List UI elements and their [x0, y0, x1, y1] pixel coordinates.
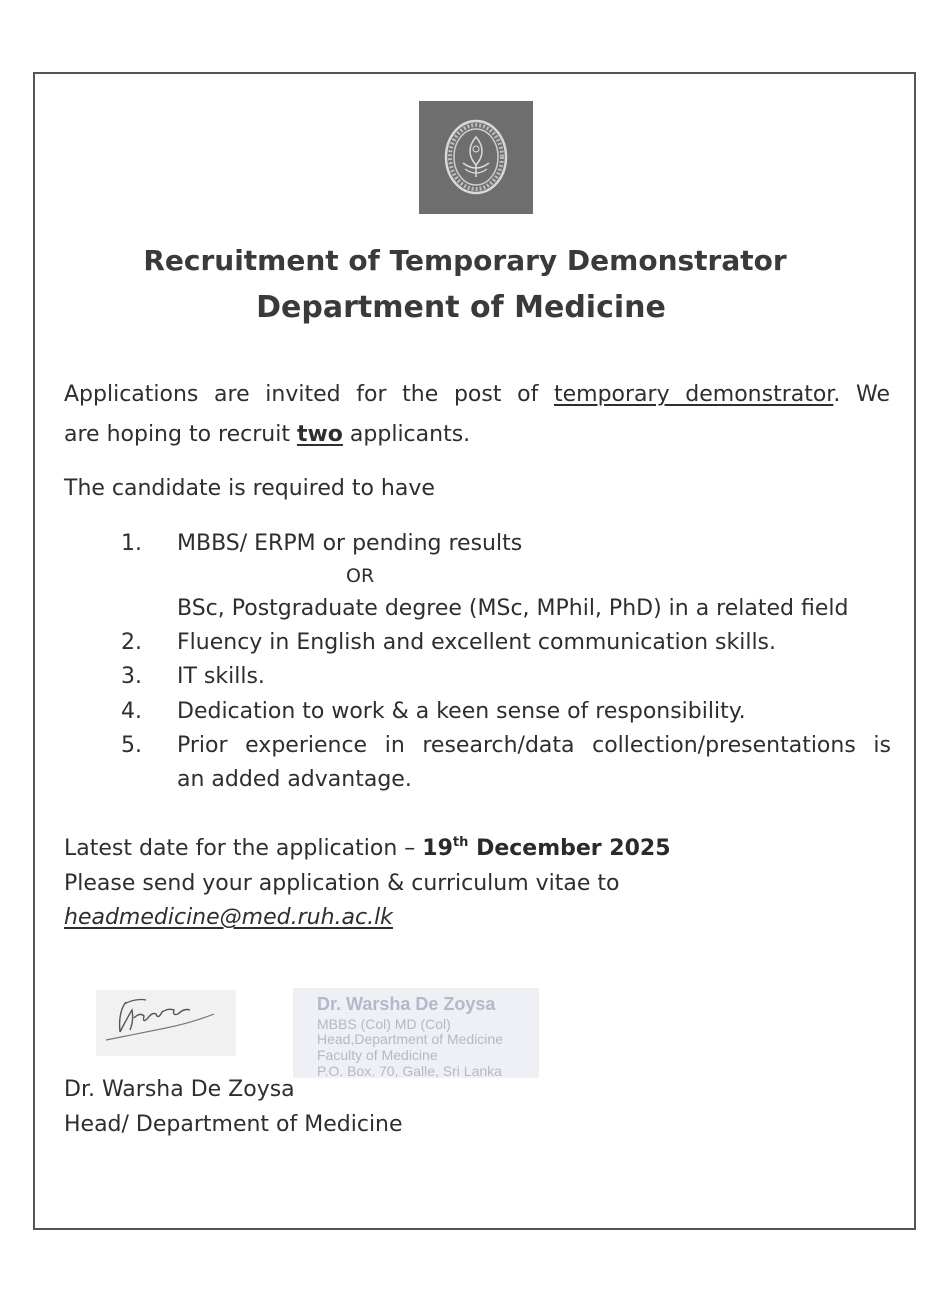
intro-text-end: . We	[833, 382, 890, 407]
list-number: 1.	[121, 531, 142, 556]
or-separator: OR	[346, 565, 375, 587]
requirement-text: IT skills.	[177, 664, 265, 689]
stamp-position: Head,Department of Medicine	[317, 1031, 503, 1047]
stamp-qualifications: MBBS (Col) MD (Col)	[317, 1016, 451, 1032]
deadline-suffix: th	[452, 835, 469, 850]
intro-text: applicants.	[349, 422, 471, 447]
handwritten-signature	[96, 990, 236, 1056]
official-stamp	[293, 988, 539, 1078]
university-logo	[419, 101, 533, 214]
deadline-month-year: December 2025	[476, 836, 671, 861]
stamp-faculty: Faculty of Medicine	[317, 1047, 438, 1063]
list-number: 4.	[121, 699, 142, 724]
list-number: 5.	[121, 733, 142, 758]
university-seal-icon	[419, 101, 533, 214]
contact-email[interactable]	[64, 905, 393, 931]
signatory-name: Dr. Warsha De Zoysa	[64, 1077, 295, 1102]
intro-line-1	[64, 382, 890, 408]
requirement-text-line-1: Prior experience in research/data collection/presentations is	[177, 733, 891, 758]
intro-text: Applications are invited for the post of	[64, 382, 539, 407]
signature-icon	[96, 990, 236, 1056]
list-number: 3.	[121, 664, 142, 689]
requirement-text: Fluency in English and excellent communication skills.	[177, 630, 777, 655]
notice-title: Recruitment of Temporary Demonstrator	[143, 244, 787, 277]
stamp-address: P.O. Box. 70, Galle, Sri Lanka	[317, 1063, 502, 1078]
requirement-text: Dedication to work & a keen sense of responsibility.	[177, 699, 746, 724]
deadline-date	[422, 836, 670, 861]
deadline-line	[64, 836, 671, 862]
signatory-title: Head/ Department of Medicine	[64, 1112, 403, 1137]
requirement-text-line-2: an added advantage.	[177, 767, 412, 792]
email-link[interactable]: headmedicine@med.ruh.ac.lk	[64, 905, 393, 930]
deadline-label: Latest date for the application –	[64, 836, 416, 861]
list-number: 2.	[121, 630, 142, 655]
intro-line-2	[64, 422, 890, 448]
requirement-text: MBBS/ ERPM or pending results	[177, 531, 523, 556]
applicant-count: two	[296, 422, 343, 447]
requirement-text: BSc, Postgraduate degree (MSc, MPhil, PhD) in a related field	[177, 596, 849, 621]
intro-text: are hoping to recruit	[64, 422, 290, 447]
post-name: temporary demonstrator	[554, 382, 834, 407]
department-title: Department of Medicine	[256, 290, 666, 325]
deadline-day: 19	[422, 836, 453, 861]
intro-paragraph	[64, 382, 890, 448]
requirements-lead: The candidate is required to have	[64, 476, 435, 501]
send-instruction: Please send your application & curriculum vitae to	[64, 871, 620, 896]
stamp-name: Dr. Warsha De Zoysa	[317, 994, 496, 1014]
requirement-text	[177, 733, 891, 793]
